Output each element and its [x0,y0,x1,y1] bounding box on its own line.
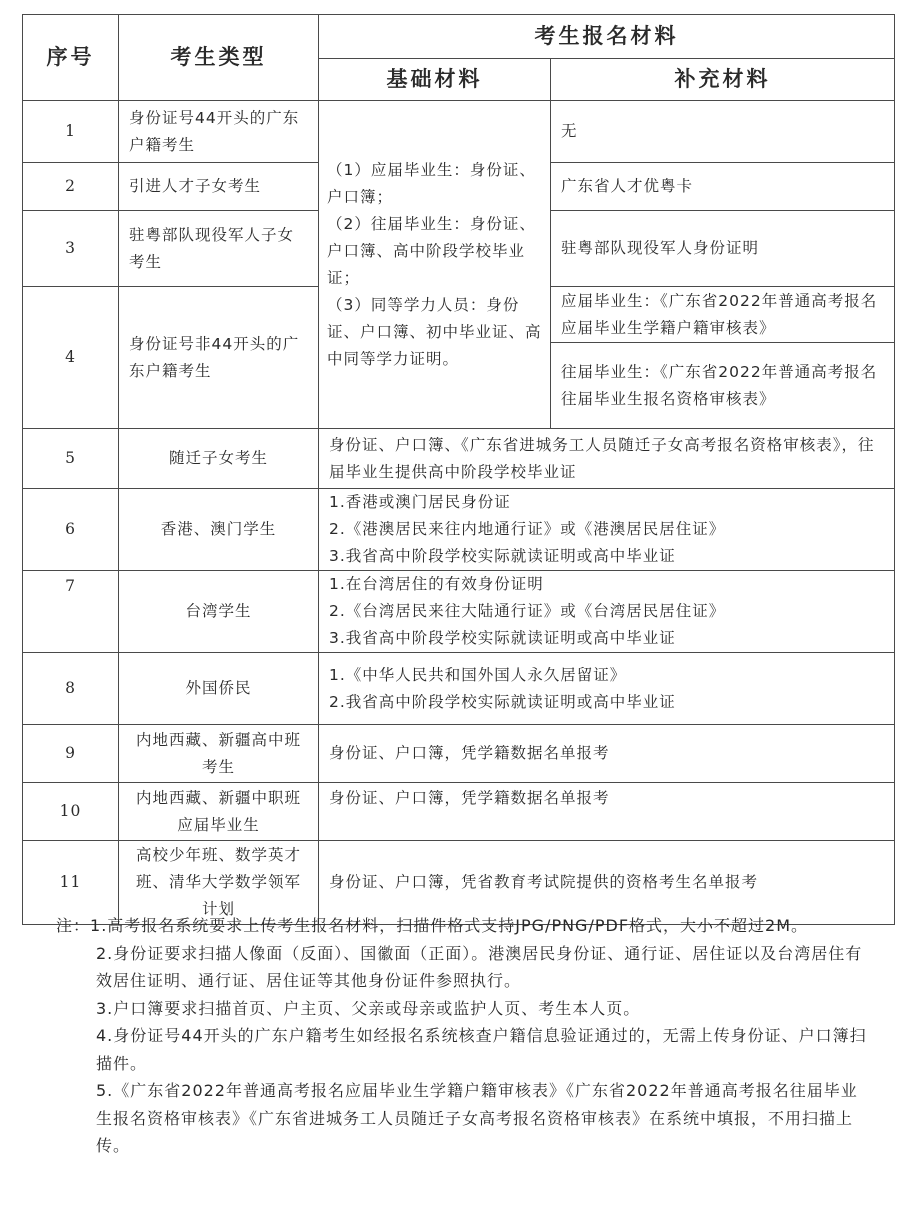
material-item: 2.《台湾居民来往大陆通行证》或《台湾居民居住证》 [329,602,726,620]
row-index: 1 [23,101,119,163]
row-supplement-a: 应届毕业生：《广东省2022年普通高考报名应届毕业生学籍户籍审核表》 [551,287,895,343]
row-index: 8 [23,653,119,725]
basic-item: （2）往届毕业生：身份证、户口簿、高中阶段学校毕业证； [327,214,536,287]
header-materials: 考生报名材料 [319,15,895,59]
row-type: 高校少年班、数学英才班、清华大学数学领军计划 [119,841,319,925]
row-materials [319,489,895,571]
row-materials: 身份证、户口簿，凭省教育考试院提供的资格考生名单报考 [319,841,895,925]
row-materials [319,653,895,725]
row-index: 5 [23,429,119,489]
header-type: 考生类型 [119,15,319,101]
row-materials: 身份证、户口簿，凭学籍数据名单报考 [319,783,895,841]
row-type: 驻粤部队现役军人子女考生 [119,211,319,287]
row-type: 台湾学生 [119,571,319,653]
row-supplement: 驻粤部队现役军人身份证明 [551,211,895,287]
table-row [23,489,895,571]
material-item: 1.在台湾居住的有效身份证明 [329,575,544,593]
header-basic: 基础材料 [319,59,551,101]
row-index: 3 [23,211,119,287]
row-index: 2 [23,163,119,211]
basic-item: （3）同等学力人员：身份证、户口簿、初中毕业证、高中同等学力证明。 [327,295,542,368]
material-item: 2.《港澳居民来往内地通行证》或《港澳居民居住证》 [329,520,726,538]
row-index: 6 [23,489,119,571]
basic-item: （1）应届毕业生：身份证、户口簿； [327,160,536,206]
notes-section [56,912,874,1160]
material-item: 3.我省高中阶段学校实际就读证明或高中毕业证 [329,629,676,647]
header-index: 序号 [23,15,119,101]
header-supplement: 补充材料 [551,59,895,101]
row-type: 身份证号非44开头的广东户籍考生 [119,287,319,429]
row-supplement: 无 [551,101,895,163]
material-item: 1.香港或澳门居民身份证 [329,493,511,511]
note-text: 1.高考报名系统要求上传考生报名材料，扫描件格式支持JPG/PNG/PDF格式，大小不超过2M。 [90,916,809,935]
note-item: 5.《广东省2022年普通高考报名应届毕业生学籍户籍审核表》《广东省2022年普通高考报名往届毕业生报名资格审核表》《广东省进城务工人员随迁子女高考报名资格审核表》在系统中填报，不用扫描上传。 [96,1081,858,1155]
table-row [23,429,895,489]
table-row [23,653,895,725]
row-index: 10 [23,783,119,841]
shared-basic-materials [319,101,551,429]
row-supplement: 广东省人才优粤卡 [551,163,895,211]
table-row [23,725,895,783]
row-supplement-b: 往届毕业生：《广东省2022年普通高考报名往届毕业生报名资格审核表》 [551,343,895,429]
registration-materials-table [22,14,895,925]
row-type: 随迁子女考生 [119,429,319,489]
row-type: 内地西藏、新疆高中班考生 [119,725,319,783]
row-materials: 身份证、户口簿、《广东省进城务工人员随迁子女高考报名资格审核表》，往届毕业生提供高中阶段学校毕业证 [319,429,895,489]
row-type: 香港、澳门学生 [119,489,319,571]
row-type: 外国侨民 [119,653,319,725]
note-item [56,912,874,940]
row-index: 7 [23,571,119,653]
row-index: 11 [23,841,119,925]
material-item: 1.《中华人民共和国外国人永久居留证》 [329,665,627,684]
row-materials: 身份证、户口簿，凭学籍数据名单报考 [319,725,895,783]
row-type: 内地西藏、新疆中职班应届毕业生 [119,783,319,841]
row-type: 引进人才子女考生 [119,163,319,211]
row-index: 9 [23,725,119,783]
material-item: 2.我省高中阶段学校实际就读证明或高中毕业证 [329,692,676,711]
table-row [23,783,895,841]
row-materials [319,571,895,653]
table-row [23,101,895,163]
notes-prefix: 注： [56,916,91,935]
note-item: 2.身份证要求扫描人像面（反面）、国徽面（正面）。港澳居民身份证、通行证、居住证以及台湾居住有效居住证明、通行证、居住证等其他身份证件参照执行。 [96,943,863,990]
row-index: 4 [23,287,119,429]
row-type: 身份证号44开头的广东户籍考生 [119,101,319,163]
material-item: 3.我省高中阶段学校实际就读证明或高中毕业证 [329,547,676,565]
note-item: 3.户口簿要求扫描首页、户主页、父亲或母亲或监护人页、考生本人页。 [96,998,641,1018]
note-item: 4.身份证号44开头的广东户籍考生如经报名系统核查户籍信息验证通过的，无需上传身份证、户口簿扫描件。 [96,1026,867,1073]
table-row [23,571,895,653]
